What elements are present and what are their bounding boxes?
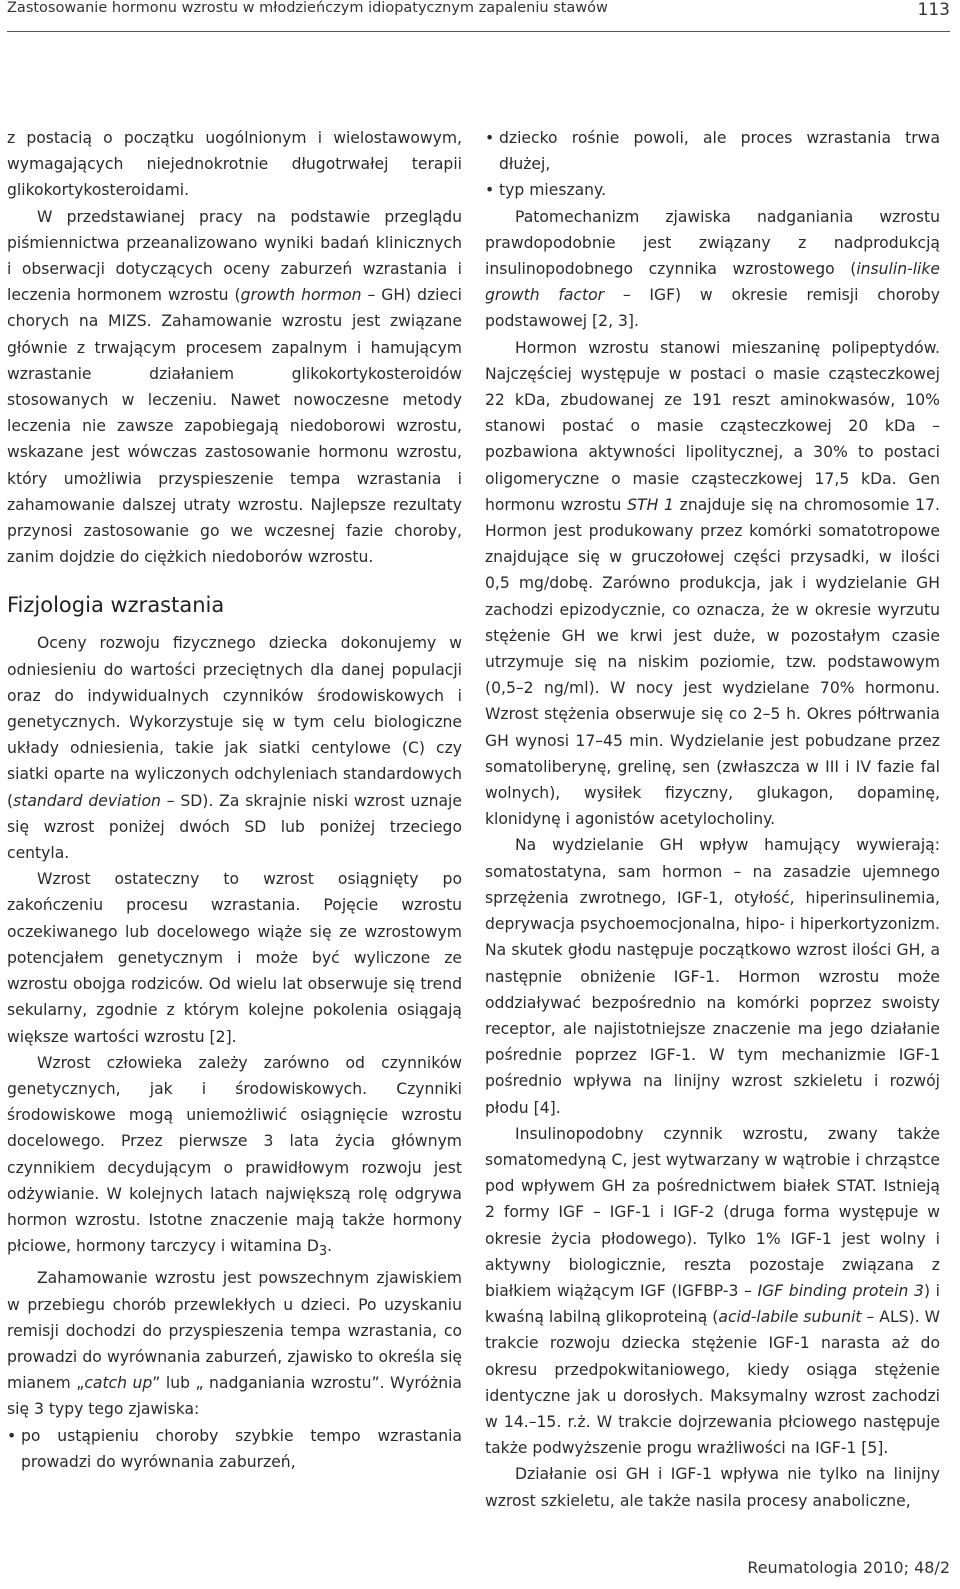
paragraph-text: ) i kwaśną labilną glikoproteiną (	[485, 1281, 941, 1327]
paragraph-text: Patomechanizm zjawiska nadganiania wzrostu prawdopodobnie jest związany z nadprodukcją insulinopodobnego czynnika wzrostowego (	[485, 207, 940, 279]
paragraph	[485, 335, 940, 833]
journal-footer: Reumatologia 2010; 48/2	[747, 1558, 950, 1577]
italic-term: catch up	[84, 1374, 153, 1393]
header-rule	[7, 31, 950, 32]
paragraph	[7, 630, 462, 866]
italic-term: IGF binding protein 3	[757, 1281, 924, 1300]
paragraph	[7, 1265, 462, 1422]
paragraph-text: Na wydzielanie GH wpływ hamujący wywierają: somatostatyna, sam hormon – na zasadzie ujemnego sprzężenia zwrotnego, IGF-1, otyłość, hiperinsulinemia, deprywacja psychoemocjonalna, hipo- i hiperkortyzonizm. Na skutek głodu następuje początkowo wzrost ilości GH, a następnie obniżenie IGF-1. Hormon wzrostu może oddziaływać bezpośrednio na komórki poprzez swoisty receptor, ale najistotniejsze znaczenie ma jego działanie pośrednie poprzez IGF-1. W tym mechanizmie IGF-1 pośrednio wpływa na linijny wzrost szkieletu i rozwój płodu [4].	[485, 836, 940, 1117]
italic-term: STH 1	[627, 495, 674, 514]
right-column	[485, 125, 940, 1514]
italic-term: acid-labile subunit	[718, 1308, 862, 1327]
paragraph-text: Hormon wzrostu stanowi mieszaninę polipeptydów. Najczęściej występuje w postaci o masie cząsteczkowej 22 kDa, zbudowanej ze 191 reszt aminokwasów, 10% stanowi postać o masie cząsteczkowej 20 kDa – pozbawiona aktywności lipolitycznej, a 30% to postaci oligomeryczne o masie cząsteczkowej 17,5 kDa. Gen hormonu wzrostu	[485, 338, 940, 514]
italic-term: insulin-like growth factor	[485, 260, 940, 305]
paragraph-text: z postacią o początku uogólnionym i wielostawowym, wymagających niejednokrotnie długotrwałej terapii glikokortykosteroidami.	[7, 129, 462, 200]
paragraph-text: – ALS). W trakcie rozwoju dziecka stężenie IGF-1 narasta aż do okresu przedpokwitaniowego, kiedy osiąga stężenie identyczne jak u dorosłych. Maksymalny wzrost zachodzi w 14.–15. r.ż. W trakcie dojrzewania płciowego następuje także podwyższenie progu wrażliwości na IGF-1 [5].	[485, 1308, 941, 1458]
paragraph-text: – IGF) w okresie remisji choroby podstawowej [2, 3].	[485, 286, 940, 331]
paragraph-text: – SD). Za skrajnie niski wzrost uznaje się wzrost poniżej dwóch SD lub poniżej trzeciego centyla.	[7, 791, 462, 863]
bullet-list	[485, 125, 940, 204]
paragraph-text: .	[327, 1237, 333, 1256]
paragraph	[7, 204, 462, 571]
section-heading: Fizjologia wzrastania	[7, 593, 225, 618]
italic-term: standard deviation	[13, 791, 161, 810]
subscript: 3	[318, 1244, 328, 1260]
paragraph-text: Wzrost człowieka zależy zarówno od czynników genetycznych, jak i środowiskowych. Czynniki środowiskowe mogą uniemożliwić osiągnięcie wzrostu docelowego. Przez pierwsze 3 lata życia głównym czynnikiem decydującym o prawidłowym rozwoju jest odżywianie. W kolejnych latach największą rolę odgrywa hormon wzrostu. Istotne znaczenie mają także hormony płciowe, hormony tarczycy i witamina D	[7, 1053, 462, 1256]
paragraph-text: – GH) dzieci chorych na MIZS. Zahamowanie wzrostu jest związane głównie z trwającym procesem zapalnym i hamującym wzrastanie działaniem glikokortykosteroidów stosowanych w leczeniu. Nawet nowoczesne metody leczenia nie zawsze zapobiegają niedoborowi wzrostu, wskazane jest wówczas zastosowanie hormonu wzrostu, który umożliwia przyspieszenie tempa wzrastania i zahamowanie dalszej utraty wzrostu. Najlepsze rezultaty przynosi zastosowanie go we wczesnej fazie choroby, zanim dojdzie do ciężkich niedoborów wzrostu.	[7, 286, 462, 567]
italic-term: growth hormon	[240, 286, 362, 305]
paragraph-text: Oceny rozwoju fizycznego dziecka dokonujemy w odniesieniu do wartości przeciętnych dla danej populacji oraz do indywidualnych czynników środowiskowych i genetycznych. Wykorzystuje się w tym celu biologiczne układy odniesienia, takie jak siatki centylowe (C) czy siatki oparte na wyliczonych odchyleniach standardowych (	[7, 634, 462, 810]
list-item: • po ustąpieniu choroby szybkie tempo wzrastania prowadzi do wyrównania zaburzeń,	[7, 1423, 462, 1475]
paragraph	[485, 1461, 940, 1513]
paragraph	[485, 832, 940, 1120]
list-item: • typ mieszany.	[485, 177, 940, 203]
paragraph-text: ” lub „ nadganiania wzrostu”. Wyróżnia się 3 typy tego zjawiska:	[7, 1374, 462, 1419]
paragraph-text: Zahamowanie wzrostu jest powszechnym zjawiskiem w przebiegu chorób przewlekłych u dzieci. Po uzyskaniu remisji dochodzi do przyspieszenia tempa wzrastania, co prowadzi do wyrównania zaburzeń, zjawisko to określa się mianem „	[7, 1269, 462, 1393]
left-column	[7, 125, 462, 1475]
paragraph-text: Działanie osi GH i IGF-1 wpływa nie tylko na linijny wzrost szkieletu, ale także nasila procesy anaboliczne,	[485, 1465, 940, 1510]
paragraph	[7, 1050, 462, 1266]
bullet-list	[7, 1423, 462, 1475]
paragraph	[7, 866, 462, 1049]
paragraph-text: Wzrost ostateczny to wzrost osiągnięty po zakończeniu procesu wzrastania. Pojęcie wzrostu oczekiwanego lub docelowego wiąże się ze wzrostowym potencjałem genetycznym i może być wyliczone ze wzrostu obojga rodziców. Od wielu lat obserwuje się trend sekularny, zgodnie z którym kolejne pokolenia osiągają większe wartości wzrostu [2].	[7, 870, 462, 1046]
paragraph-text: Insulinopodobny czynnik wzrostu, zwany także somatomedyną C, jest wytwarzany w wątrobie i chrząstce pod wpływem GH za pośrednictwem białek STAT. Istnieją 2 formy IGF – IGF-1 i IGF-2 (druga forma występuje w okresie życia płodowego). Tylko 1% IGF-1 jest wolny i aktywny biologicznie, reszta pozostaje związana z białkiem wiążącym IGF (IGFBP-3 –	[485, 1124, 940, 1300]
paragraph	[485, 1121, 940, 1462]
paragraph	[7, 125, 462, 204]
paragraph	[485, 204, 940, 335]
page-number: 113	[917, 0, 950, 20]
list-item: • dziecko rośnie powoli, ale proces wzrastania trwa dłużej,	[485, 125, 940, 177]
paragraph-text: znajduje się na chromosomie 17. Hormon jest produkowany przez komórki somatotropowe znajdujące się w gruczołowej części przysadki, w ilości 0,5 mg/dobę. Zarówno produkcja, jak i wydzielanie GH zachodzi epizodycznie, co oznacza, że w okresie wyrzutu stężenie GH we krwi jest duże, w pozostałym czasie utrzymuje się na niskim poziomie, tzw. podstawowym (0,5–2 ng/ml). W nocy jest wydzielane 70% hormonu. Wzrost stężenia obserwuje się co 2–5 h. Okres półtrwania GH wynosi 17–45 min. Wydzielanie jest pobudzane przez somatoliberynę, grelinę, sen (zwłaszcza w III i IV fazie fal wolnych), wysiłek fizyczny, glukagon, dopaminę, klonidynę i agonistów acetylocholiny.	[485, 495, 940, 829]
paragraph-text: W przedstawianej pracy na podstawie przeglądu piśmiennictwa przeanalizowano wyniki badań klinicznych i obserwacji dotyczących oceny zaburzeń wzrastania i leczenia hormonem wzrostu (	[7, 207, 462, 305]
running-title: Zastosowanie hormonu wzrostu w młodzieńczym idiopatycznym zapaleniu stawów	[7, 0, 608, 16]
running-header	[7, 0, 950, 20]
